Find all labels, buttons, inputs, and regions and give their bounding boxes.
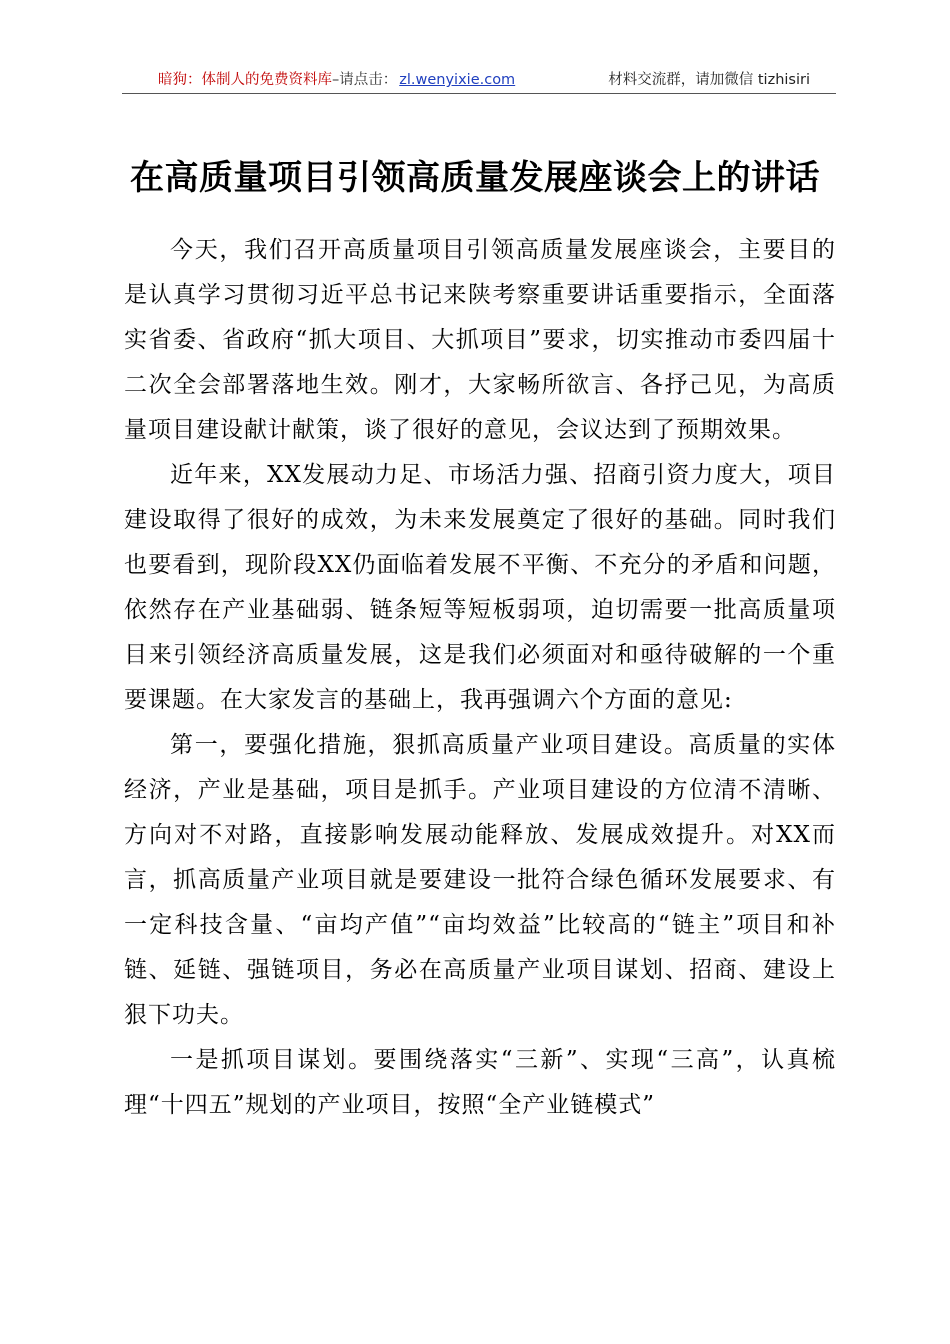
header-left [158,70,515,90]
paragraph: 近年来，XX发展动力足、市场活力强、招商引资力度大，项目建设取得了很好的成效，为未来发展奠定了很好的基础。同时我们也要看到，现阶段XX仍面临着发展不平衡、不充分的矛盾和问题，依然存在产业基础弱、链条短等短板弱项，迫切需要一批高质量项目来引领经济高质量发展，这是我们必须面对和亟待破解的一个重要课题。在大家发言的基础上，我再强调六个方面的意见: [124,462,836,713]
header-brand: 暗狗：体制人的免费资料库 [158,72,332,88]
page-header [122,62,836,94]
header-prompt: –请点击： [332,72,398,88]
paragraph: 一是抓项目谋划。要围绕落实“三新”、实现“三高”，认真梳理“十四五”规划的产业项目，按照“全产业链模式” [124,1047,836,1118]
paragraph: 第一，要强化措施，狠抓高质量产业项目建设。高质量的实体经济，产业是基础，项目是抓手。产业项目建设的方位清不清晰、方向对不对路，直接影响发展动能释放、发展成效提升。对XX而言，抓高质量产业项目就是要建设一批符合绿色循环发展要求、有一定科技含量、“亩均产值”“亩均效益”比较高的“链主”项目和补链、延链、强链项目，务必在高质量产业项目谋划、招商、建设上狠下功夫。 [124,732,836,1028]
header-contact: 材料交流群，请加微信 tizhisiri [608,72,810,88]
paragraph: 今天，我们召开高质量项目引领高质量发展座谈会，主要目的是认真学习贯彻习近平总书记来陕考察重要讲话重要指示，全面落实省委、省政府“抓大项目、大抓项目”要求，切实推动市委四届十二次全会部署落地生效。刚才，大家畅所欲言、各抒己见，为高质量项目建设献计献策，谈了很好的意见，会议达到了预期效果。 [124,237,836,443]
document-title: 在高质量项目引领高质量发展座谈会上的讲话 [130,158,820,198]
document-body [124,228,836,1128]
header-link[interactable]: zl.wenyixie.com [399,72,516,88]
